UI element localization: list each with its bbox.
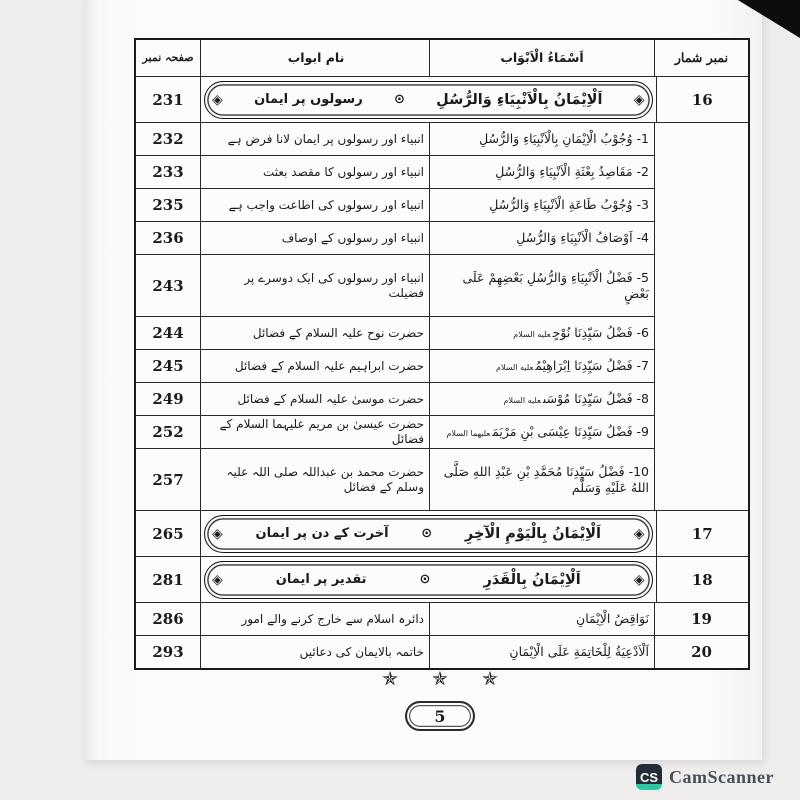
serial-number-cell: 17: [657, 510, 749, 556]
arabic-title-text-wrap: [435, 131, 649, 147]
serial-number-cell: [655, 188, 748, 221]
arabic-title-text-wrap: [435, 424, 649, 440]
toc-item-row: [136, 349, 748, 382]
urdu-title-text: خاتمہ بالایمان کی دعائیں: [299, 644, 424, 659]
arabic-title-text-wrap: [435, 358, 649, 374]
urdu-title-cell: [201, 155, 430, 188]
page-number-cell: 244: [136, 316, 201, 349]
serial-number-cell: [655, 122, 748, 155]
arabic-title-text-wrap: [435, 164, 649, 180]
arabic-title-text: نَوَاقِضُ الْاِيْمَانِ: [576, 611, 649, 627]
arabic-title-text: 1- وُجُوْبُ الْاِيْمَانِ بِالْاَنْبِيَاءِ وَالرُّسُلِ: [479, 131, 649, 147]
arabic-title-text: 8- فَضْلُ سَيِّدِنَا مُوْسَى: [542, 391, 649, 407]
toc-banner-row: [136, 510, 748, 556]
page-number-cell: 286: [136, 602, 201, 635]
urdu-title-cell: [201, 415, 430, 448]
urdu-title-cell: [201, 316, 430, 349]
arabic-title-text: 4- اَوْصَافُ الْاَنْبِيَاءِ وَالرُّسُلِ: [516, 230, 649, 246]
page-number-cell: 235: [136, 188, 201, 221]
arabic-title-text: 2- مَقَاصِدُ بِعْثَةِ الْاَنْبِيَاءِ وَالرُّسُلِ: [495, 164, 649, 180]
banner-arabic-title: اَلْاِيْمَانُ بِالْقَدَرِ: [483, 571, 581, 588]
arabic-title-text: 10- فَضْلُ سَيِّدِنَا مُحَمَّدِ بْنِ عَبْدِ اللهِ صَلَّى اللهُ عَلَيْهِ وَسَلَّم: [443, 463, 649, 495]
urdu-title-text: حضرت ابراہیم علیہ السلام کے فضائل: [234, 358, 424, 373]
toc-item-row: [136, 122, 748, 155]
camscanner-brand-name: CamScanner: [669, 766, 774, 787]
page-number-cell: 257: [136, 448, 201, 510]
serial-number-cell: [655, 254, 748, 316]
banner-urdu-title: رسولوں پر ایمان: [254, 92, 363, 107]
page-number-cell: 231: [136, 76, 201, 122]
toc-item-row: [136, 382, 748, 415]
chapter-banner-cell: [201, 510, 657, 556]
banner-ornament-icon: ◈: [212, 571, 223, 588]
page-number-cell: 232: [136, 122, 201, 155]
banner-ornament-icon: ◈: [633, 571, 645, 588]
col-header-page-number: [136, 40, 201, 76]
arabic-title-cell: [430, 188, 655, 221]
urdu-title-cell: [201, 188, 430, 221]
arabic-title-text-wrap: [435, 644, 649, 660]
honorific-stamp: عليه السلام: [503, 396, 541, 406]
arabic-title-cell: [430, 602, 655, 635]
col-header-urdu-names-label: نام ابواب: [287, 50, 345, 66]
urdu-title-cell: [201, 602, 430, 635]
arabic-title-text: 7- فَضْلُ سَيِّدِنَا اِبْرَاهِيْمُ: [535, 358, 649, 374]
serial-number-cell: [655, 221, 748, 254]
serial-number-cell: 18: [657, 556, 749, 602]
urdu-title-text: انبیاء اور رسولوں پر ایمان لانا فرض ہے: [227, 131, 424, 146]
table-header-row: [136, 40, 748, 76]
arabic-title-cell: [430, 448, 655, 510]
honorific-stamp: عليه السلام: [513, 330, 551, 340]
arabic-title-cell: [430, 155, 655, 188]
banner-ornament-icon: ◈: [633, 91, 645, 108]
col-header-serial-number-label: نمبر شمار: [674, 50, 729, 66]
page-number-cell: 245: [136, 349, 201, 382]
arabic-title-text-wrap: [435, 325, 649, 341]
urdu-title-text: انبیاء اور رسولوں کا مقصد بعثت: [262, 164, 424, 179]
page-number-cell: 243: [136, 254, 201, 316]
chapter-banner-cell: [201, 556, 657, 602]
urdu-title-text: انبیاء اور رسولوں کی اطاعت واجب ہے: [228, 197, 424, 212]
arabic-title-text: 9- فَضْلُ سَيِّدِنَا عِيْسَى بْنِ مَرْيَمَ: [492, 424, 649, 440]
arabic-title-text-wrap: [435, 391, 649, 407]
urdu-title-text: انبیاء اور رسولوں کی ایک دوسرے پر فضیلت: [244, 270, 424, 300]
arabic-title-cell: [430, 382, 655, 415]
serial-number-cell: [655, 155, 748, 188]
toc-banner-row: [136, 556, 748, 602]
urdu-title-cell: [201, 221, 430, 254]
arabic-title-text-wrap: [435, 230, 649, 246]
toc-item-row: [136, 316, 748, 349]
page-number-cell: 233: [136, 155, 201, 188]
banner-ornament-icon: ◈: [212, 525, 223, 542]
serial-number-cell: [655, 316, 748, 349]
page-footer: [134, 664, 746, 731]
chapter-banner-cartouche: [204, 561, 653, 599]
urdu-title-cell: [201, 349, 430, 382]
banner-arabic-title: اَلْاِيْمَانُ بِالْاَنْبِيَاءِ وَالرُّسُلِ: [436, 91, 603, 108]
page-number-cell: 281: [136, 556, 201, 602]
urdu-title-text: انبیاء اور رسولوں کے اوصاف: [281, 230, 424, 245]
serial-number-cell: 20: [655, 635, 748, 668]
footer-page-number: 5: [434, 706, 446, 726]
page-number-cell: 236: [136, 221, 201, 254]
serial-number-cell: [655, 448, 748, 510]
banner-ornament-icon: ◈: [633, 525, 645, 542]
serial-number-cell: [655, 349, 748, 382]
chapter-banner-cartouche: [204, 515, 653, 553]
banner-separator-icon: ⊙: [393, 92, 405, 107]
arabic-title-text: 6- فَضْلُ سَيِّدِنَا نُوْحٍ: [552, 325, 649, 341]
honorific-stamp: عليه السلام: [496, 363, 534, 373]
toc-item-row: [136, 188, 748, 221]
col-header-page-number-label: صفحہ نمبر: [142, 51, 194, 65]
toc-table: [134, 38, 750, 670]
serial-number-cell: 16: [657, 76, 749, 122]
urdu-title-text: حضرت موسیٰ علیہ السلام کے فضائل: [237, 391, 424, 406]
arabic-title-cell: [430, 254, 655, 316]
page-number-cell: 252: [136, 415, 201, 448]
serial-number-cell: 19: [655, 602, 748, 635]
decorative-stars: ✯ ✯ ✯: [382, 668, 512, 690]
page-number-cell: 293: [136, 635, 201, 668]
toc-item-row: [136, 602, 748, 635]
arabic-title-text-wrap: [435, 197, 649, 213]
arabic-title-text-wrap: [435, 270, 649, 301]
toc-item-row: [136, 254, 748, 316]
banner-arabic-title: اَلْاِيْمَانُ بِالْيَوْمِ الْآخِرِ: [464, 525, 601, 542]
toc-item-row: [136, 221, 748, 254]
banner-ornament-icon: ◈: [212, 91, 223, 108]
arabic-title-text: 5- فَضْلُ الْاَنْبِيَاءِ وَالرُّسُلِ بَعْضِهِمْ عَلَى بَعْضٍ: [462, 269, 649, 301]
arabic-title-cell: [430, 349, 655, 382]
arabic-title-text: 3- وُجُوْبُ طَاعَةِ الْاَنْبِيَاءِ وَالرُّسُلِ: [489, 197, 649, 213]
arabic-title-text: اَلْاَدْعِيَةُ لِلْخَاتِمَةِ عَلَى الْاِيْمَانِ: [509, 644, 649, 660]
chapter-banner-cartouche: [204, 81, 653, 119]
page-number-cell: 249: [136, 382, 201, 415]
serial-number-cell: [655, 382, 748, 415]
camscanner-logo-icon: CS: [636, 764, 662, 790]
toc-item-row: [136, 448, 748, 510]
arabic-title-cell: [430, 316, 655, 349]
camscanner-watermark: [636, 762, 774, 792]
arabic-title-cell: [430, 221, 655, 254]
urdu-title-text: دائرہ اسلام سے خارج کرنے والے امور: [241, 611, 424, 626]
banner-separator-icon: ⊙: [419, 572, 431, 587]
page-number-cell: 265: [136, 510, 201, 556]
urdu-title-text: حضرت نوح علیہ السلام کے فضائل: [252, 325, 424, 340]
toc-item-row: [136, 415, 748, 448]
urdu-title-text: حضرت عیسیٰ بن مریم علیہما السلام کے فضائل: [219, 417, 424, 446]
urdu-title-cell: [201, 122, 430, 155]
col-header-arabic-names-label: اَسْمَاءُ الْاَبْوَاب: [500, 50, 584, 66]
banner-urdu-title: آخرت کے دن پر ایمان: [255, 526, 389, 541]
arabic-title-cell: [430, 122, 655, 155]
toc-item-row: [136, 155, 748, 188]
toc-banner-row: [136, 76, 748, 122]
banner-separator-icon: ⊙: [421, 526, 433, 541]
arabic-title-cell: [430, 415, 655, 448]
col-header-serial-number: [655, 40, 748, 76]
arabic-title-text-wrap: [435, 464, 649, 495]
col-header-urdu-names: [201, 40, 430, 76]
urdu-title-cell: [201, 382, 430, 415]
honorific-stamp: عليهما السلام: [446, 429, 491, 439]
urdu-title-text: حضرت محمد بن عبداللہ صلی اللہ علیہ وسلم کے فضائل: [226, 464, 424, 494]
urdu-title-cell: [201, 448, 430, 510]
chapter-banner-cell: [201, 76, 657, 122]
serial-number-cell: [655, 415, 748, 448]
col-header-arabic-names: [430, 40, 655, 76]
urdu-title-cell: [201, 254, 430, 316]
book-page: [84, 0, 762, 760]
footer-page-number-badge: [405, 701, 475, 731]
banner-urdu-title: تقدیر پر ایمان: [275, 572, 367, 587]
arabic-title-text-wrap: [435, 611, 649, 627]
